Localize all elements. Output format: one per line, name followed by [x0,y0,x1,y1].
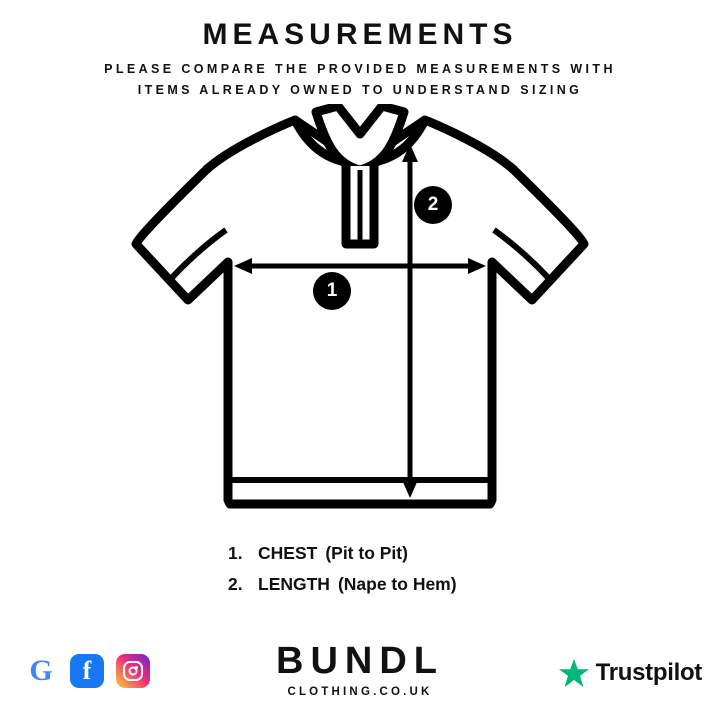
legend-item-chest [228,538,568,569]
header-subtitle-line-2: ITEMS ALREADY OWNED TO UNDERSTAND SIZING [137,82,583,97]
legend-note-length: (Nape to Hem) [337,573,457,594]
header [0,18,720,100]
polo-shirt-diagram [110,104,610,524]
facebook-icon[interactable]: f [70,654,104,688]
legend-label-chest: CHEST [258,543,318,563]
header-subtitle [0,59,720,100]
brand-name: BUNDL [276,640,444,682]
trustpilot-label: Trustpilot [595,659,702,686]
google-icon[interactable]: G [24,654,58,688]
header-subtitle-line-1: PLEASE COMPARE THE PROVIDED MEASUREMENTS WITH [104,62,616,76]
legend-item-length [228,569,568,600]
measurement-legend [228,538,568,599]
legend-label-length: LENGTH [258,573,330,594]
legend-note-chest: (Pit to Pit) [325,543,408,563]
callout-badge-1: 1 [313,272,351,310]
legend-number-2: 2. [228,573,243,594]
brand-url: CLOTHING.CO.UK [287,686,433,698]
footer [0,632,720,720]
trustpilot-star-icon [559,658,589,688]
polo-shirt-icon [110,104,610,524]
callout-badge-2: 2 [414,186,452,224]
legend-number-1: 1. [228,543,243,563]
page-title: MEASUREMENTS [202,18,518,51]
trustpilot-badge[interactable] [559,658,702,688]
